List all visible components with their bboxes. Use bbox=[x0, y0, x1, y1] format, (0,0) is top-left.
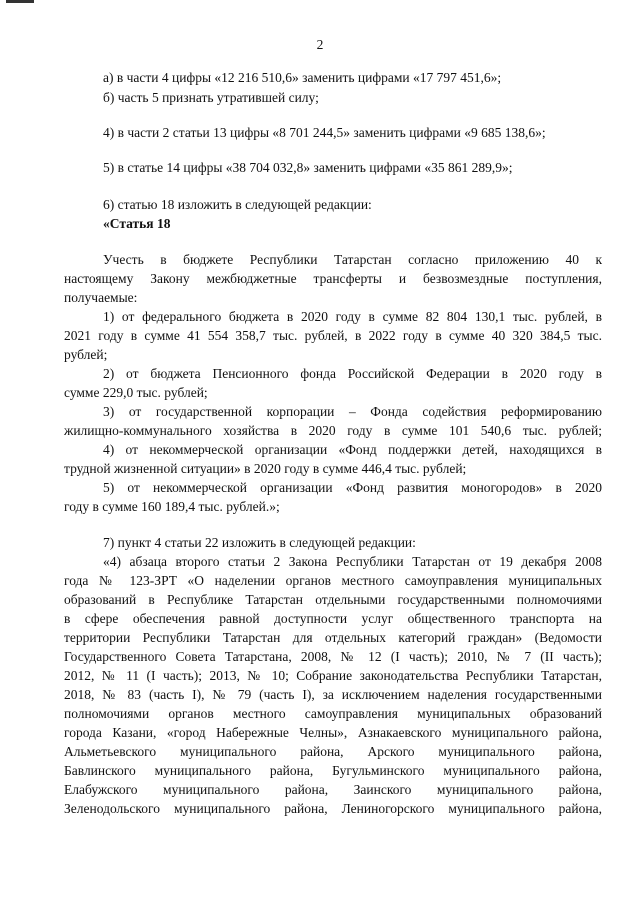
list-line-7: жилищно-коммунального хозяйства в 2020 году в сумме 101 540,6 тыс. рублей; bbox=[64, 423, 602, 438]
list-line-11: году в сумме 160 189,4 тыс. рублей.»; bbox=[64, 499, 280, 514]
item7-line-2: года № 123-ЗРТ «О наделении органов местного самоуправления муниципальных bbox=[64, 573, 602, 588]
intro-line-1: Учесть в бюджете Республики Татарстан согласно приложению 40 к bbox=[103, 252, 602, 267]
item-6: 6) статью 18 изложить в следующей редакции: bbox=[103, 197, 372, 212]
item-4: 4) в части 2 статьи 13 цифры «8 701 244,5» заменить цифрами «9 685 138,6»; bbox=[103, 125, 546, 140]
article-heading: «Статья 18 bbox=[103, 216, 171, 231]
page-number: 2 bbox=[316, 37, 324, 52]
item-5: 5) в статье 14 цифры «38 704 032,8» заменить цифрами «35 861 289,9»; bbox=[103, 160, 513, 175]
item7-line-5: территории Республики Татарстан для отдельных категорий граждан» (Ведомости bbox=[64, 630, 602, 645]
list-line-4: 2) от бюджета Пенсионного фонда Российской Федерации в 2020 году в bbox=[103, 366, 602, 381]
list-line-8: 4) от некоммерческой организации «Фонд поддержки детей, находящихся в bbox=[103, 442, 602, 457]
item-a: а) в части 4 цифры «12 216 510,6» заменить цифрами «17 797 451,6»; bbox=[103, 70, 502, 85]
item7-line-11: Альметьевского муниципального района, Арского муниципального района, bbox=[64, 744, 602, 759]
item7-line-12: Бавлинского муниципального района, Бугульминского муниципального района, bbox=[64, 763, 602, 778]
list-line-9: трудной жизненной ситуации» в 2020 году в сумме 446,4 тыс. рублей; bbox=[64, 461, 467, 476]
item7-line-8: 2018, № 83 (часть I), № 79 (часть I), за исключением наделения государственными bbox=[64, 687, 602, 702]
intro-line-3: получаемые: bbox=[64, 290, 138, 305]
intro-line-2: настоящему Закону межбюджетные трансферты и безвозмездные поступления, bbox=[64, 271, 602, 286]
list-line-2: 2021 году в сумме 41 554 358,7 тыс. рублей, в 2022 году в сумме 40 320 384,5 тыс. bbox=[64, 328, 602, 343]
scan-edge-mark bbox=[6, 0, 34, 3]
item7-line-7: 2012, № 11 (I часть); 2013, № 10; Собрание законодательства Республики Татарстан, bbox=[64, 668, 602, 683]
list-line-3: рублей; bbox=[64, 347, 108, 362]
list-line-6: 3) от государственной корпорации – Фонда содействия реформированию bbox=[103, 404, 602, 419]
item-7: 7) пункт 4 статьи 22 изложить в следующей редакции: bbox=[103, 535, 416, 550]
item7-line-10: города Казани, «город Набережные Челны», Азнакаевского муниципального района, bbox=[64, 725, 602, 740]
item7-line-1: «4) абзаца второго статьи 2 Закона Республики Татарстан от 19 декабря 2008 bbox=[103, 554, 602, 569]
list-line-10: 5) от некоммерческой организации «Фонд развития моногородов» в 2020 bbox=[103, 480, 602, 495]
list-line-5: сумме 229,0 тыс. рублей; bbox=[64, 385, 208, 400]
item7-line-3: образований в Республике Татарстан отдельными государственными полномочиями bbox=[64, 592, 602, 607]
item7-line-9: полномочиями органов местного самоуправления муниципальных образований bbox=[64, 706, 602, 721]
item-b: б) часть 5 признать утратившей силу; bbox=[103, 90, 319, 105]
item7-line-6: Государственного Совета Татарстана, 2008, № 12 (I часть); 2010, № 7 (II часть); bbox=[64, 649, 602, 664]
item7-line-14: Зеленодольского муниципального района, Лениногорского муниципального района, bbox=[64, 801, 602, 816]
item7-line-4: в сфере обеспечения равной доступности услуг общественного транспорта на bbox=[64, 611, 602, 626]
item7-line-13: Елабужского муниципального района, Заинского муниципального района, bbox=[64, 782, 602, 797]
list-line-1: 1) от федерального бюджета в 2020 году в сумме 82 804 130,1 тыс. рублей, в bbox=[103, 309, 602, 324]
